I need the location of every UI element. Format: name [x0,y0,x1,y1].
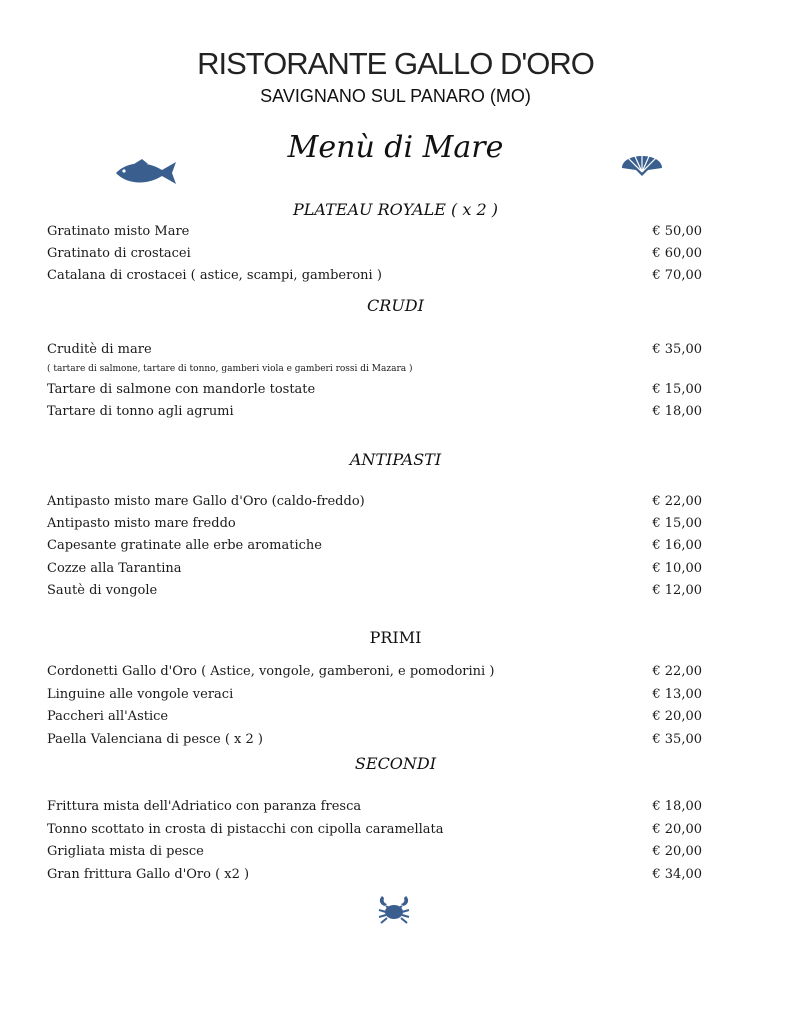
item-price: € 35,00 [652,342,702,357]
item-name: Paccheri all'Astice [47,709,169,724]
item-price: € 13,00 [652,687,702,702]
menu-item [47,268,702,288]
item-price: € 60,00 [652,246,702,261]
item-name: Tartare di salmone con mandorle tostate [47,382,316,397]
item-name: Capesante gratinate alle erbe aromatiche [47,538,322,553]
item-name: Frittura mista dell'Adriatico con paranza fresca [47,799,362,814]
item-price: € 20,00 [652,822,702,837]
item-price: € 70,00 [652,268,702,283]
menu-item [47,561,702,581]
section-title-primi: PRIMI [369,628,422,647]
menu-title: Menù di Mare [287,130,504,165]
item-price: € 18,00 [652,799,702,814]
menu-item [47,404,702,424]
item-price: € 20,00 [652,709,702,724]
item-name: Linguine alle vongole veraci [47,687,234,702]
section-title-antipasti: ANTIPASTI [349,450,442,469]
item-name: Cozze alla Tarantina [47,561,182,576]
section-title-crudi: CRUDI [367,296,424,315]
section-title-plateau: PLATEAU ROYALE ( x 2 ) [293,200,498,219]
menu-item [47,687,702,707]
item-price: € 15,00 [652,516,702,531]
item-name: Sautè di vongole [47,583,158,598]
item-name: Cruditè di mare [47,342,152,357]
item-name: Gratinato di crostacei [47,246,191,261]
menu-item [47,382,702,402]
item-price: € 50,00 [652,224,702,239]
item-price: € 15,00 [652,382,702,397]
item-name: Grigliata mista di pesce [47,844,204,859]
menu-item [47,516,702,536]
menu-item [47,822,702,842]
menu-item [47,664,702,684]
fish-icon [112,158,178,188]
menu-item [47,224,702,244]
menu-item [47,246,702,266]
item-price: € 22,00 [652,494,702,509]
item-price: € 20,00 [652,844,702,859]
item-name: Catalana di crostacei ( astice, scampi, gamberoni ) [47,268,382,283]
menu-item [47,342,702,362]
menu-item [47,799,702,819]
item-price: € 34,00 [652,867,702,882]
menu-item [47,538,702,558]
item-name: Gratinato misto Mare [47,224,190,239]
item-name: Cordonetti Gallo d'Oro ( Astice, vongole, gamberoni, e pomodorini ) [47,664,495,679]
item-price: € 16,00 [652,538,702,553]
item-name: Tartare di tonno agli agrumi [47,404,234,419]
restaurant-name: RISTORANTE GALLO D'ORO [197,46,594,81]
crab-icon [376,892,412,926]
item-price: € 35,00 [652,732,702,747]
item-description: ( tartare di salmone, tartare di tonno, gamberi viola e gamberi rossi di Mazara ) [47,364,413,374]
menu-item [47,583,702,603]
menu-item [47,732,702,752]
section-title-secondi: SECONDI [354,754,437,773]
item-name: Antipasto misto mare freddo [47,516,236,531]
menu-item [47,494,702,514]
item-price: € 12,00 [652,583,702,598]
item-name: Gran frittura Gallo d'Oro ( x2 ) [47,867,250,882]
restaurant-location: SAVIGNANO SUL PANARO (MO) [260,86,531,106]
item-name: Antipasto misto mare Gallo d'Oro (caldo-freddo) [47,494,365,509]
item-name: Tonno scottato in crosta di pistacchi con cipolla caramellata [47,822,444,837]
menu-item [47,867,702,887]
menu-item [47,709,702,729]
menu-item [47,844,702,864]
item-price: € 18,00 [652,404,702,419]
item-price: € 22,00 [652,664,702,679]
scallop-shell-icon [620,142,664,178]
item-price: € 10,00 [652,561,702,576]
item-name: Paella Valenciana di pesce ( x 2 ) [47,732,263,747]
